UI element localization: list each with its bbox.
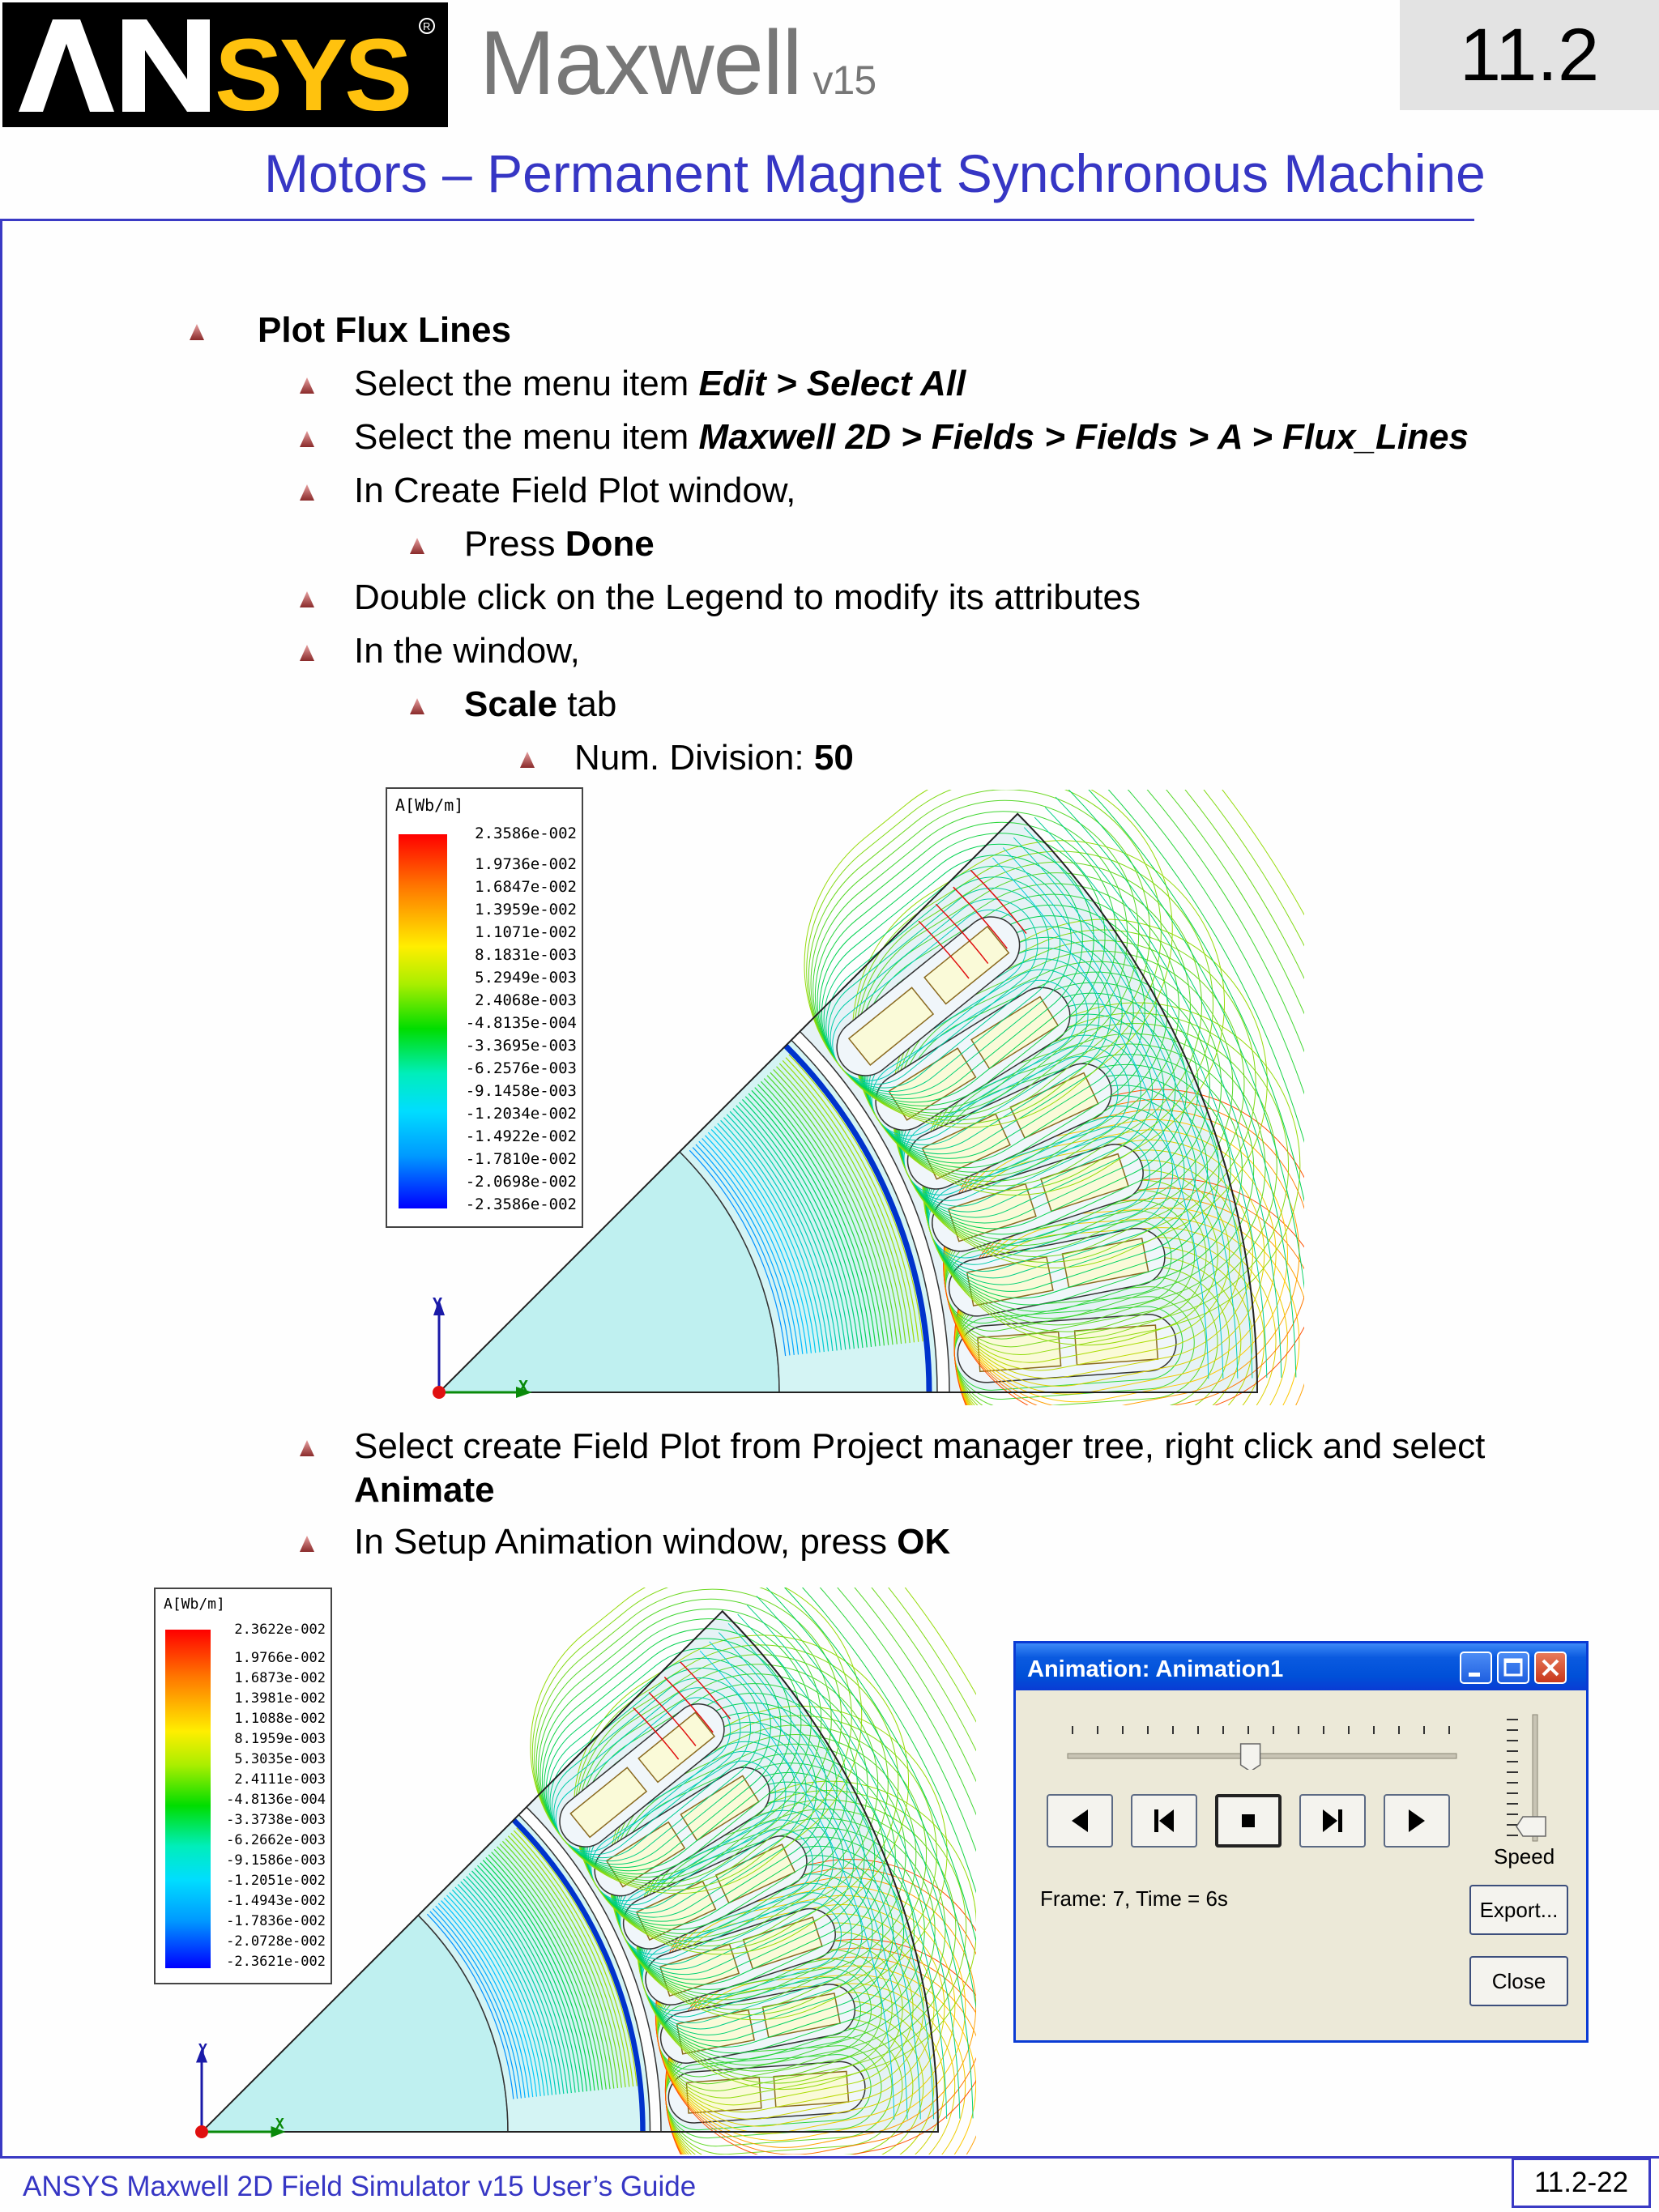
legend-value: -3.3738e-003	[226, 1812, 326, 1828]
minimize-button[interactable]	[1460, 1652, 1492, 1684]
maximize-button[interactable]	[1497, 1652, 1529, 1684]
left-border	[0, 219, 2, 2156]
legend-value: -1.2051e-002	[226, 1873, 326, 1889]
legend-value: 5.3035e-003	[234, 1751, 326, 1767]
ansys-logo-graphic	[11, 8, 440, 121]
svg-text:SYS: SYS	[215, 18, 410, 121]
page-number: 11.2-22	[1512, 2158, 1651, 2208]
product-label: Maxwell	[480, 12, 802, 113]
maximize-icon	[1499, 1653, 1528, 1682]
bullet-icon	[298, 1534, 316, 1554]
legend-value: 8.1831e-003	[475, 946, 577, 964]
legend-value: -6.2576e-003	[465, 1059, 577, 1077]
legend-value: 1.6873e-002	[234, 1670, 326, 1686]
dialog-title-bar[interactable]	[1016, 1643, 1586, 1690]
speed-label: Speed	[1494, 1844, 1555, 1869]
legend-value: -1.2034e-002	[465, 1105, 577, 1123]
legend-value: 2.4068e-003	[475, 991, 577, 1009]
frame-slider[interactable]	[1064, 1721, 1461, 1770]
step-forward-button[interactable]	[1299, 1794, 1366, 1848]
close-window-button[interactable]	[1534, 1652, 1567, 1684]
legend-value: -1.7836e-002	[226, 1913, 326, 1929]
svg-text:R: R	[423, 20, 431, 32]
legend-2-title: A[Wb/m]	[164, 1596, 225, 1613]
legend-value: 2.4111e-003	[234, 1771, 326, 1788]
play-forward-button[interactable]	[1384, 1794, 1450, 1848]
minimize-icon	[1461, 1653, 1491, 1682]
legend-1[interactable]	[386, 787, 583, 1228]
bullet-legend-attributes: Double click on the Legend to modify its attributes	[354, 578, 1141, 617]
bullet-icon	[298, 1438, 316, 1458]
bullet-press-done: Press Done	[464, 524, 655, 564]
bullet-icon	[298, 643, 316, 663]
bullet-setup-animation: In Setup Animation window, press OK	[354, 1522, 951, 1562]
animate-label: Animate	[354, 1470, 495, 1510]
bullet-icon	[188, 322, 206, 342]
bullet-create-field-plot: In Create Field Plot window,	[354, 471, 796, 510]
axis-x-label-1: X	[518, 1377, 529, 1396]
speed-slider[interactable]	[1502, 1713, 1550, 1856]
menu-path-flux-lines: Maxwell 2D > Fields > Fields > A > Flux_Lines	[698, 417, 1469, 457]
bullet-icon	[408, 697, 426, 716]
legend-value: 2.3622e-002	[234, 1622, 326, 1638]
legend-value: 1.6847e-002	[475, 878, 577, 896]
footer-guide-title: ANSYS Maxwell 2D Field Simulator v15 User’s Guide	[23, 2171, 697, 2202]
page-title: Motors – Permanent Magnet Synchronous Machine	[264, 143, 1486, 203]
ansys-logo	[2, 2, 448, 127]
title-divider	[0, 219, 1474, 221]
axis-y-label-2: Y	[198, 2041, 207, 2058]
product-name	[480, 12, 876, 113]
legend-value: 1.1088e-002	[234, 1711, 326, 1727]
bullet-icon	[298, 429, 316, 449]
legend-value: 1.3981e-002	[234, 1690, 326, 1707]
play-forward-icon	[1401, 1805, 1433, 1837]
dialog-title: Animation: Animation1	[1027, 1656, 1284, 1682]
legend-value: -1.4943e-002	[226, 1893, 326, 1909]
menu-path-select-all: Edit > Select All	[698, 364, 966, 403]
legend-2-color-bar	[165, 1630, 211, 1968]
legend-value: 1.9736e-002	[475, 855, 577, 873]
legend-value: -2.0728e-002	[226, 1933, 326, 1950]
step-backward-button[interactable]	[1131, 1794, 1197, 1848]
legend-value: 1.1071e-002	[475, 923, 577, 941]
legend-value: -2.0698e-002	[465, 1173, 577, 1191]
legend-value: -9.1586e-003	[226, 1852, 326, 1869]
bullet-icon	[298, 590, 316, 609]
close-button[interactable]: Close	[1469, 1956, 1568, 2006]
legend-value: -9.1458e-003	[465, 1082, 577, 1100]
legend-value: 1.3959e-002	[475, 901, 577, 918]
legend-value: 5.2949e-003	[475, 969, 577, 987]
footer-divider	[0, 2156, 1659, 2159]
done-label: Done	[565, 524, 655, 564]
legend-1-title: A[Wb/m]	[395, 795, 464, 815]
bullet-plot-flux-lines: Plot Flux Lines	[258, 310, 511, 350]
legend-value: -1.7810e-002	[465, 1150, 577, 1168]
export-button[interactable]: Export...	[1469, 1885, 1568, 1935]
scale-label: Scale	[464, 684, 557, 724]
bullet-icon	[518, 750, 536, 769]
bullet-icon	[298, 376, 316, 395]
product-version: v15	[812, 58, 876, 103]
axis-y-label-1: Y	[433, 1294, 443, 1314]
axis-x-label-2: X	[275, 2116, 284, 2133]
close-icon	[1536, 1653, 1565, 1682]
chapter-number: 11.2	[1400, 0, 1659, 110]
legend-value: 2.3586e-002	[475, 825, 577, 842]
animation-dialog	[1013, 1641, 1589, 2043]
bullet-flux-lines-menu: Select the menu item Maxwell 2D > Fields > Fields > A > Flux_Lines	[354, 417, 1469, 457]
bullet-scale-tab: Scale tab	[464, 684, 617, 724]
bullet-num-division: Num. Division: 50	[574, 738, 854, 778]
frame-slider-thumb[interactable]	[1241, 1744, 1260, 1770]
num-division-value: 50	[813, 738, 854, 778]
speed-slider-thumb[interactable]	[1516, 1817, 1546, 1836]
ok-label: OK	[897, 1522, 951, 1562]
legend-value: -4.8136e-004	[226, 1792, 326, 1808]
bullet-in-the-window: In the window,	[354, 631, 580, 671]
bullet-create-field-plot-animate: Select create Field Plot from Project manager tree, right click and select	[354, 1426, 1486, 1466]
legend-value: 1.9766e-002	[234, 1650, 326, 1666]
play-backward-icon	[1064, 1805, 1096, 1837]
legend-value: -3.3695e-003	[465, 1037, 577, 1055]
frame-time-status: Frame: 7, Time = 6s	[1040, 1886, 1228, 1911]
stop-button[interactable]	[1215, 1794, 1282, 1848]
legend-value: -2.3621e-002	[226, 1954, 326, 1970]
stop-icon	[1232, 1805, 1265, 1837]
step-backward-icon	[1148, 1805, 1180, 1837]
legend-value: -1.4922e-002	[465, 1127, 577, 1145]
legend-1-color-bar	[399, 834, 447, 1208]
legend-value: -4.8135e-004	[465, 1014, 577, 1032]
bullet-select-all: Select the menu item Edit > Select All	[354, 364, 966, 403]
play-backward-button[interactable]	[1047, 1794, 1113, 1848]
legend-2[interactable]	[154, 1588, 332, 1984]
legend-value: -2.3586e-002	[465, 1196, 577, 1213]
bullet-icon	[408, 536, 426, 556]
legend-value: -6.2662e-003	[226, 1832, 326, 1848]
legend-value: 8.1959e-003	[234, 1731, 326, 1747]
bullet-icon	[298, 483, 316, 502]
step-forward-icon	[1316, 1805, 1349, 1837]
